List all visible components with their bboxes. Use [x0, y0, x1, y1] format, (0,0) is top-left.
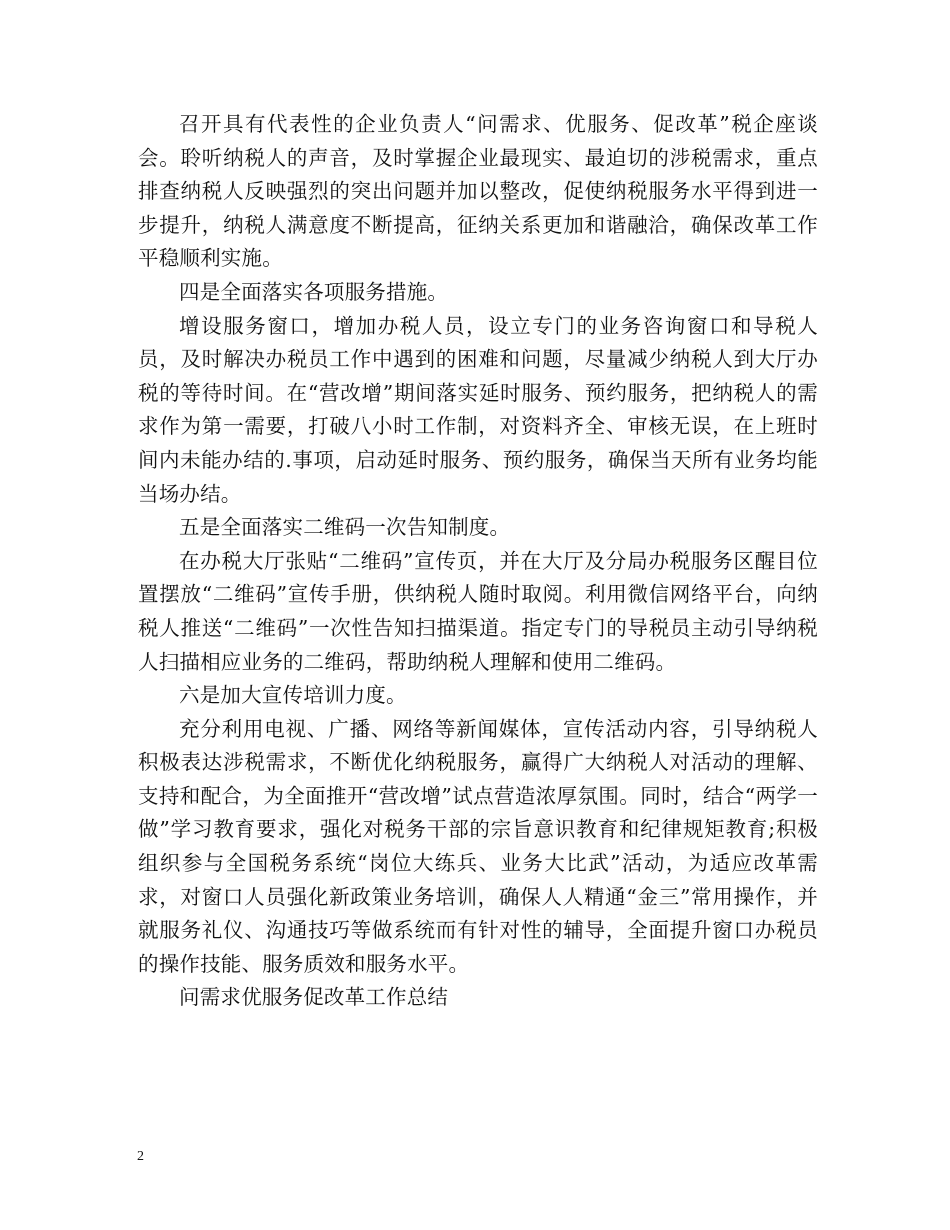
paragraph-6-heading: 六是加大宣传培训力度。: [179, 683, 407, 708]
paragraph-3: 增设服务窗口，增加办税人员，设立专门的业务咨询窗口和导税人员，及时解决办税员工作中遇到的困难和问题，尽量减少纳税人到大厅办税的等待时间。在“营改增”期间落实延时服务、预约服务，把纳税人的需求作为第一需要，打破八小时工作制，对资料齐全、审核无误，在上班时间内未能办结的.事项，启动延时服务、预约服务，确保当天所有业务均能当场办结。: [138, 313, 818, 506]
paragraph-4-heading: 五是全面落实二维码一次告知制度。: [179, 515, 511, 540]
document-body: [138, 108, 818, 1015]
paragraph-7: 充分利用电视、广播、网络等新闻媒体，宣传活动内容，引导纳税人积极表达涉税需求，不断优化纳税服务，赢得广大纳税人对活动的理解、支持和配合，为全面推开“营改增”试点营造浓厚氛围。同时，结合“两学一做”学习教育要求，强化对税务干部的宗旨意识教育和纪律规矩教育;积极组织参与全国税务系统“岗位大练兵、业务大比武”活动，为适应改革需求，对窗口人员强化新政策业务培训，确保人人精通“金三”常用操作，并就服务礼仪、沟通技巧等做系统而有针对性的辅导，全面提升窗口办税员的操作技能、服务质效和服务水平。: [138, 716, 818, 976]
page-number: 2: [137, 1149, 144, 1164]
paragraph-5: 在办税大厅张贴“二维码”宣传页，并在大厅及分局办税服务区醒目位置摆放“二维码”宣传手册，供纳税人随时取阅。利用微信网络平台，向纳税人推送“二维码”一次性告知扫描渠道。指定专门的导税员主动引导纳税人扫描相应业务的二维码，帮助纳税人理解和使用二维码。: [138, 548, 818, 674]
paragraph-8-title: 问需求优服务促改革工作总结: [179, 985, 449, 1010]
paragraph-1: 召开具有代表性的企业负责人“问需求、优服务、促改革”税企座谈会。聆听纳税人的声音，及时掌握企业最现实、最迫切的涉税需求，重点排查纳税人反映强烈的突出问题并加以整改，促使纳税服务水平得到进一步提升，纳税人满意度不断提高，征纳关系更加和谐融洽，确保改革工作平稳顺利实施。: [138, 112, 818, 271]
paragraph-2-heading: 四是全面落实各项服务措施。: [179, 279, 449, 304]
